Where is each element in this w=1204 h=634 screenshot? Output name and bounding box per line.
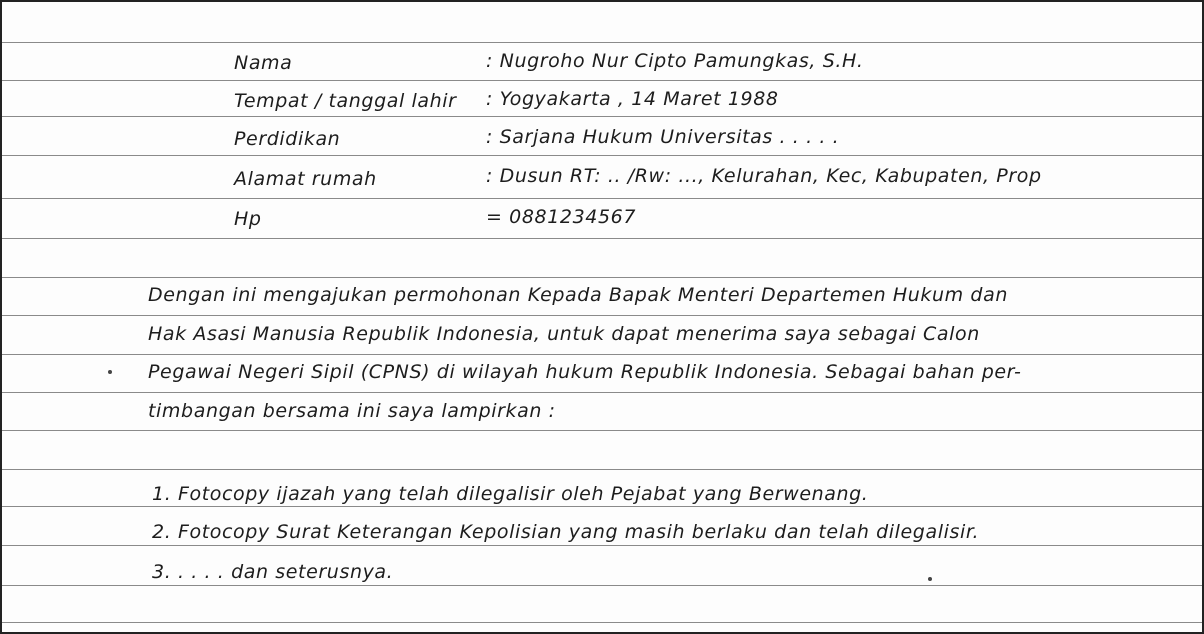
label-nama: Nama [234,52,293,74]
value-alamat: : Dusun RT: .. /Rw: ..., Kelurahan, Kec, Kabupaten, Prop [486,165,1042,187]
paragraph-line: Hak Asasi Manusia Republik Indonesia, untuk dapat menerima saya sebagai Calon [148,323,980,345]
value-pendidikan: : Sarjana Hukum Universitas . . . . . [486,126,840,148]
paper-dot-mark [108,370,112,374]
paragraph-line: timbangan bersama ini saya lampirkan : [148,400,556,422]
paragraph-line: Pegawai Negeri Sipil (CPNS) di wilayah hukum Republik Indonesia. Sebagai bahan per- [148,361,1022,383]
label-alamat: Alamat rumah [234,168,377,190]
label-hp: Hp [234,208,262,230]
list-item: 1. Fotocopy ijazah yang telah dilegalisir oleh Pejabat yang Berwenang. [152,483,869,505]
list-item: 2. Fotocopy Surat Keterangan Kepolisian yang masih berlaku dan telah dilegalisir. [152,521,980,543]
list-item: 3. . . . . dan seterusnya. [152,561,394,583]
value-ttl: : Yogyakarta , 14 Maret 1988 [486,88,779,110]
value-nama: : Nugroho Nur Cipto Pamungkas, S.H. [486,50,864,72]
label-pendidikan: Perdidikan [234,128,341,150]
paragraph-line: Dengan ini mengajukan permohonan Kepada Bapak Menteri Departemen Hukum dan [148,284,1008,306]
paper-dot-mark [928,577,932,581]
label-ttl: Tempat / tanggal lahir [234,90,457,112]
value-hp: = 0881234567 [486,206,637,228]
